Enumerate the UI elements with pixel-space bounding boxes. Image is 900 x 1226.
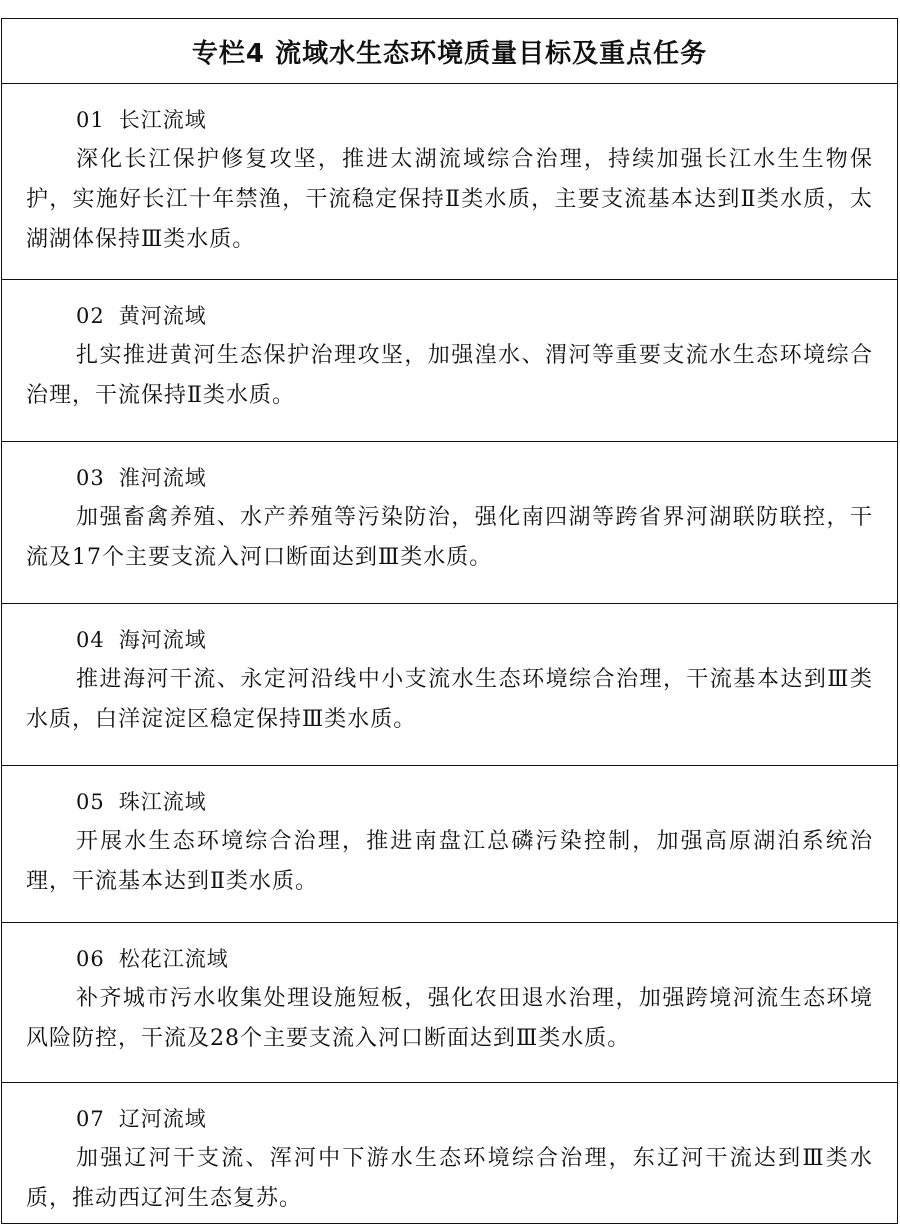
section-number: 03: [76, 466, 105, 490]
section-heading: [26, 296, 873, 336]
section-name: 黄河流域: [118, 304, 207, 328]
section-zhujiang: [2, 766, 897, 923]
section-heading: [26, 1099, 873, 1139]
section-text: 加强畜禽养殖、水产养殖等污染防治，强化南四湖等跨省界河湖联防联控，干流及17个主要支流入河口断面达到Ⅲ类水质。: [26, 505, 873, 570]
section-text: 开展水生态环境综合治理，推进南盘江总磷污染控制，加强高原湖泊系统治理，干流基本达到Ⅱ类水质。: [26, 829, 873, 894]
section-number: 07: [76, 1107, 105, 1131]
section-heading: [26, 100, 873, 140]
section-name: 海河流域: [118, 628, 207, 652]
section-text: 深化长江保护修复攻坚，推进太湖流域综合治理，持续加强长江水生生物保护，实施好长江十年禁渔，干流稳定保持Ⅱ类水质，主要支流基本达到Ⅱ类水质，太湖湖体保持Ⅲ类水质。: [26, 147, 873, 252]
section-liaohe: [2, 1083, 897, 1223]
section-number: 06: [76, 947, 105, 971]
section-heading: [26, 939, 873, 979]
section-number: 01: [76, 108, 105, 132]
section-text: 推进海河干流、永定河沿线中小支流水生态环境综合治理，干流基本达到Ⅲ类水质，白洋淀淀区稳定保持Ⅲ类水质。: [26, 667, 873, 732]
section-heading: [26, 782, 873, 822]
section-haihe: [2, 604, 897, 766]
section-huanghe: [2, 280, 897, 442]
section-huaihe: [2, 442, 897, 604]
section-number: 02: [76, 304, 105, 328]
section-text: 加强辽河干支流、浑河中下游水生态环境综合治理，东辽河干流达到Ⅲ类水质，推动西辽河生态复苏。: [26, 1146, 873, 1211]
box-title: 专栏4 流域水生态环境质量目标及重点任务: [2, 19, 897, 84]
section-text: 补齐城市污水收集处理设施短板，强化农田退水治理，加强跨境河流生态环境风险防控，干流及28个主要支流入河口断面达到Ⅲ类水质。: [26, 986, 873, 1051]
section-text: 扎实推进黄河生态保护治理攻坚，加强湟水、渭河等重要支流水生态环境综合治理，干流保持Ⅱ类水质。: [26, 343, 873, 408]
column-box: [1, 18, 898, 1224]
section-number: 05: [76, 790, 105, 814]
section-number: 04: [76, 628, 105, 652]
section-name: 淮河流域: [118, 466, 207, 490]
section-name: 长江流域: [118, 108, 207, 132]
section-name: 松花江流域: [118, 947, 229, 971]
section-heading: [26, 620, 873, 660]
section-name: 辽河流域: [118, 1107, 207, 1131]
section-songhuajiang: [2, 923, 897, 1083]
section-changjiang: [2, 84, 897, 280]
section-heading: [26, 458, 873, 498]
section-name: 珠江流域: [118, 790, 207, 814]
